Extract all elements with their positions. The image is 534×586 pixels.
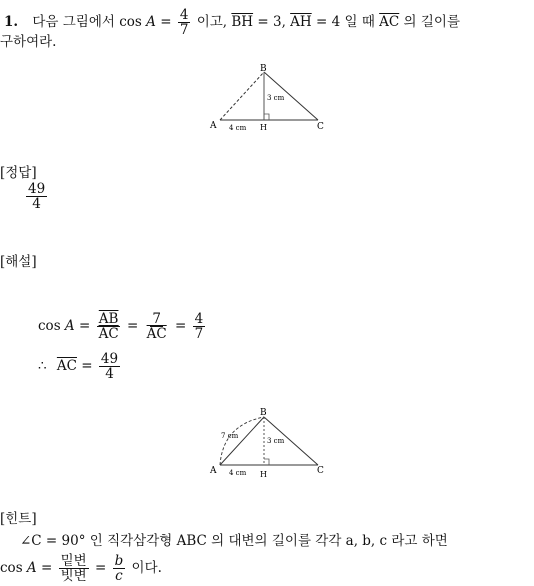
ratio-words — [59, 554, 89, 583]
label-c: C — [317, 122, 324, 132]
answer-numerator: 49 — [28, 181, 46, 197]
label-a: A — [210, 466, 217, 476]
triangle-figure-1 — [205, 62, 335, 134]
hint-label: [힌트] — [0, 511, 37, 527]
denominator-c: c — [115, 568, 123, 584]
problem-line-1 — [4, 8, 460, 37]
equals-sign: = — [126, 318, 139, 334]
triangle-figure-2 — [205, 405, 335, 479]
solution-line-2 — [38, 352, 122, 381]
label-h: H — [260, 470, 267, 479]
equals-sign: = — [81, 358, 93, 374]
result-numerator: 49 — [100, 351, 119, 367]
angle-var: A — [26, 560, 37, 576]
equals-sign: = — [40, 560, 53, 576]
cos-label: cos — [119, 14, 142, 30]
ratio-7-ac — [145, 312, 169, 341]
label-b: B — [260, 64, 267, 74]
hint-line-1: ∠C = 90° 인 직각삼각형 ABC 의 대변의 길이를 각각 a, b, c 라고 하면 — [20, 533, 448, 549]
cos-fraction — [178, 8, 191, 37]
answer-fraction — [26, 182, 47, 211]
solution-line-1 — [38, 312, 207, 341]
label-a: A — [210, 121, 217, 131]
ah-value: = 4 — [315, 14, 341, 30]
right-angle-mark — [264, 459, 269, 465]
result-fraction — [99, 352, 120, 381]
label-b: B — [260, 408, 267, 418]
label-c: C — [317, 466, 324, 476]
answer-denominator: 4 — [32, 196, 41, 212]
numerator-four: 4 — [194, 311, 204, 327]
segment-bh: $\overline{BH}$ — [231, 14, 254, 30]
answer-label: [정답] — [0, 165, 37, 181]
base-label: 4 cm — [229, 124, 247, 132]
segment-ah: $\overline{AH}$ — [290, 14, 312, 30]
segment-ac: AC — [98, 326, 119, 342]
cos-label: cos — [38, 318, 61, 334]
height-label: 3 cm — [267, 94, 285, 102]
ratio-ab-ac — [97, 312, 121, 341]
bh-value: = 3, — [257, 14, 286, 30]
fraction-denominator: 7 — [179, 22, 189, 38]
base-label: 4 cm — [229, 469, 247, 477]
equals-sign: = — [94, 560, 107, 576]
angle-var: A — [146, 14, 156, 30]
problem-text-pre: 다음 그림에서 — [32, 14, 120, 30]
cos-label: cos — [0, 560, 23, 576]
ratio-4-7 — [193, 312, 206, 341]
problem-line-2: 구하여라. — [0, 34, 57, 50]
segment-ac: $\overline{AC}$ — [56, 358, 77, 374]
segment-ac: $\overline{AC}$ — [379, 14, 400, 30]
problem-text-post: 일 때 — [344, 14, 375, 30]
problem-text-mid: 이고, — [196, 14, 228, 30]
problem-text-end: 의 길이를 — [403, 14, 461, 30]
numerator-b: b — [114, 553, 124, 569]
hint-end: 이다. — [131, 560, 162, 576]
segment-ab: $\overline{AB}$ — [98, 311, 119, 327]
solution-label: [해설] — [0, 254, 37, 270]
equals-sign: = — [78, 318, 91, 334]
therefore-symbol: ∴ — [38, 358, 47, 374]
denominator-seven: 7 — [194, 326, 204, 342]
numerator-seven: 7 — [152, 311, 161, 327]
equals-sign: = — [160, 14, 172, 30]
angle-var: A — [64, 318, 75, 334]
label-h: H — [260, 123, 267, 132]
fraction-numerator: 4 — [179, 7, 189, 23]
hint-line-2 — [0, 554, 162, 583]
problem-number: 1. — [4, 14, 19, 30]
numerator-base: 밑변 — [60, 553, 87, 569]
answer-value — [24, 182, 49, 211]
height-label: 3 cm — [267, 437, 285, 445]
equals-sign: = — [174, 318, 187, 334]
hyp-label: 7 cm — [221, 432, 239, 440]
right-angle-mark — [264, 114, 269, 120]
result-denominator: 4 — [105, 366, 114, 382]
segment-ac: AC — [146, 326, 167, 342]
ratio-letters — [113, 554, 126, 583]
side-ab — [220, 72, 264, 120]
denominator-hyp: 빗변 — [60, 568, 87, 584]
